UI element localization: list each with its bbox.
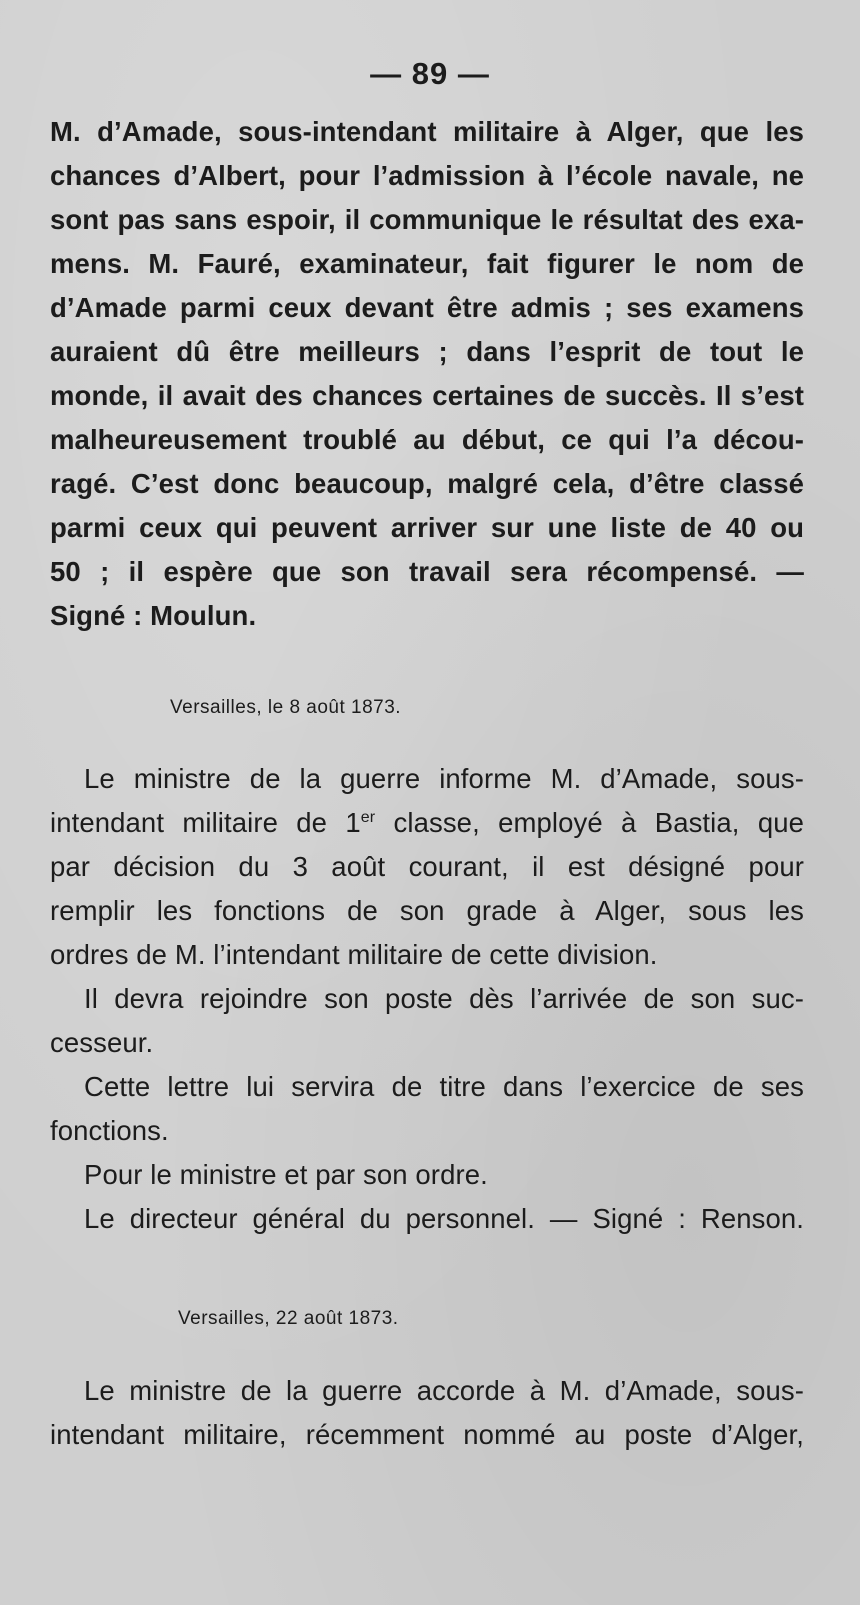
text-line: Il devra rejoindre son poste dès l’arrivée de son suc- — [84, 983, 804, 1014]
dateline-8-aout: Versailles, le 8 août 1873. — [170, 697, 402, 718]
letter-ministre-designation — [50, 757, 804, 1241]
text-line: Le directeur général du personnel. — Signé : Renson. — [84, 1203, 804, 1234]
text-line: 50 ; il espère que son travail sera récompensé. — — [50, 556, 804, 587]
text-line: ragé. C’est donc beaucoup, malgré cela, d’être classé — [50, 468, 804, 499]
text-line: auraient dû être meilleurs ; dans l’esprit de tout le — [50, 336, 804, 367]
text-line: remplir les fonctions de son grade à Alger, sous les — [50, 895, 804, 926]
dateline-22-aout: Versailles, 22 août 1873. — [178, 1308, 399, 1329]
text-line: Le ministre de la guerre informe M. d’Amade, sous- — [84, 763, 804, 794]
text-line: d’Amade parmi ceux devant être admis ; ses examens — [50, 292, 804, 323]
letter-ministre-conge — [50, 1369, 804, 1457]
text-line: Signé : Moulun. — [50, 600, 257, 631]
text-line: M. d’Amade, sous-intendant militaire à Alger, que les — [50, 116, 804, 147]
text-line: fonctions. — [50, 1115, 169, 1146]
text-line: mens. M. Fauré, examinateur, fait figurer le nom de — [50, 248, 804, 279]
paragraph-moulun-letter — [50, 110, 804, 638]
text-line: Le ministre de la guerre accorde à M. d’Amade, sous- — [84, 1375, 804, 1406]
text-line: parmi ceux qui peuvent arriver sur une liste de 40 ou — [50, 512, 804, 543]
text-line: cesseur. — [50, 1027, 154, 1058]
text-line: intendant militaire de 1er classe, employé à Bastia, que — [50, 807, 805, 838]
text-line: monde, il avait des chances certaines de succès. Il s’est — [50, 380, 804, 411]
text-line: par décision du 3 août courant, il est désigné pour — [50, 851, 804, 882]
text-line: malheureusement troublé au début, ce qui l’a décou- — [50, 424, 804, 455]
text-line: Cette lettre lui servira de titre dans l’exercice de ses — [84, 1071, 804, 1102]
text-line: Pour le ministre et par son ordre. — [84, 1159, 488, 1190]
text-line: sont pas sans espoir, il communique le résultat des exa- — [50, 204, 804, 235]
text-line: intendant militaire, récemment nommé au poste d’Alger, — [50, 1419, 804, 1450]
text-line: ordres de M. l’intendant militaire de cette division. — [50, 939, 658, 970]
text-line: chances d’Albert, pour l’admission à l’école navale, ne — [50, 160, 804, 191]
page-number: — 89 — — [370, 56, 490, 91]
